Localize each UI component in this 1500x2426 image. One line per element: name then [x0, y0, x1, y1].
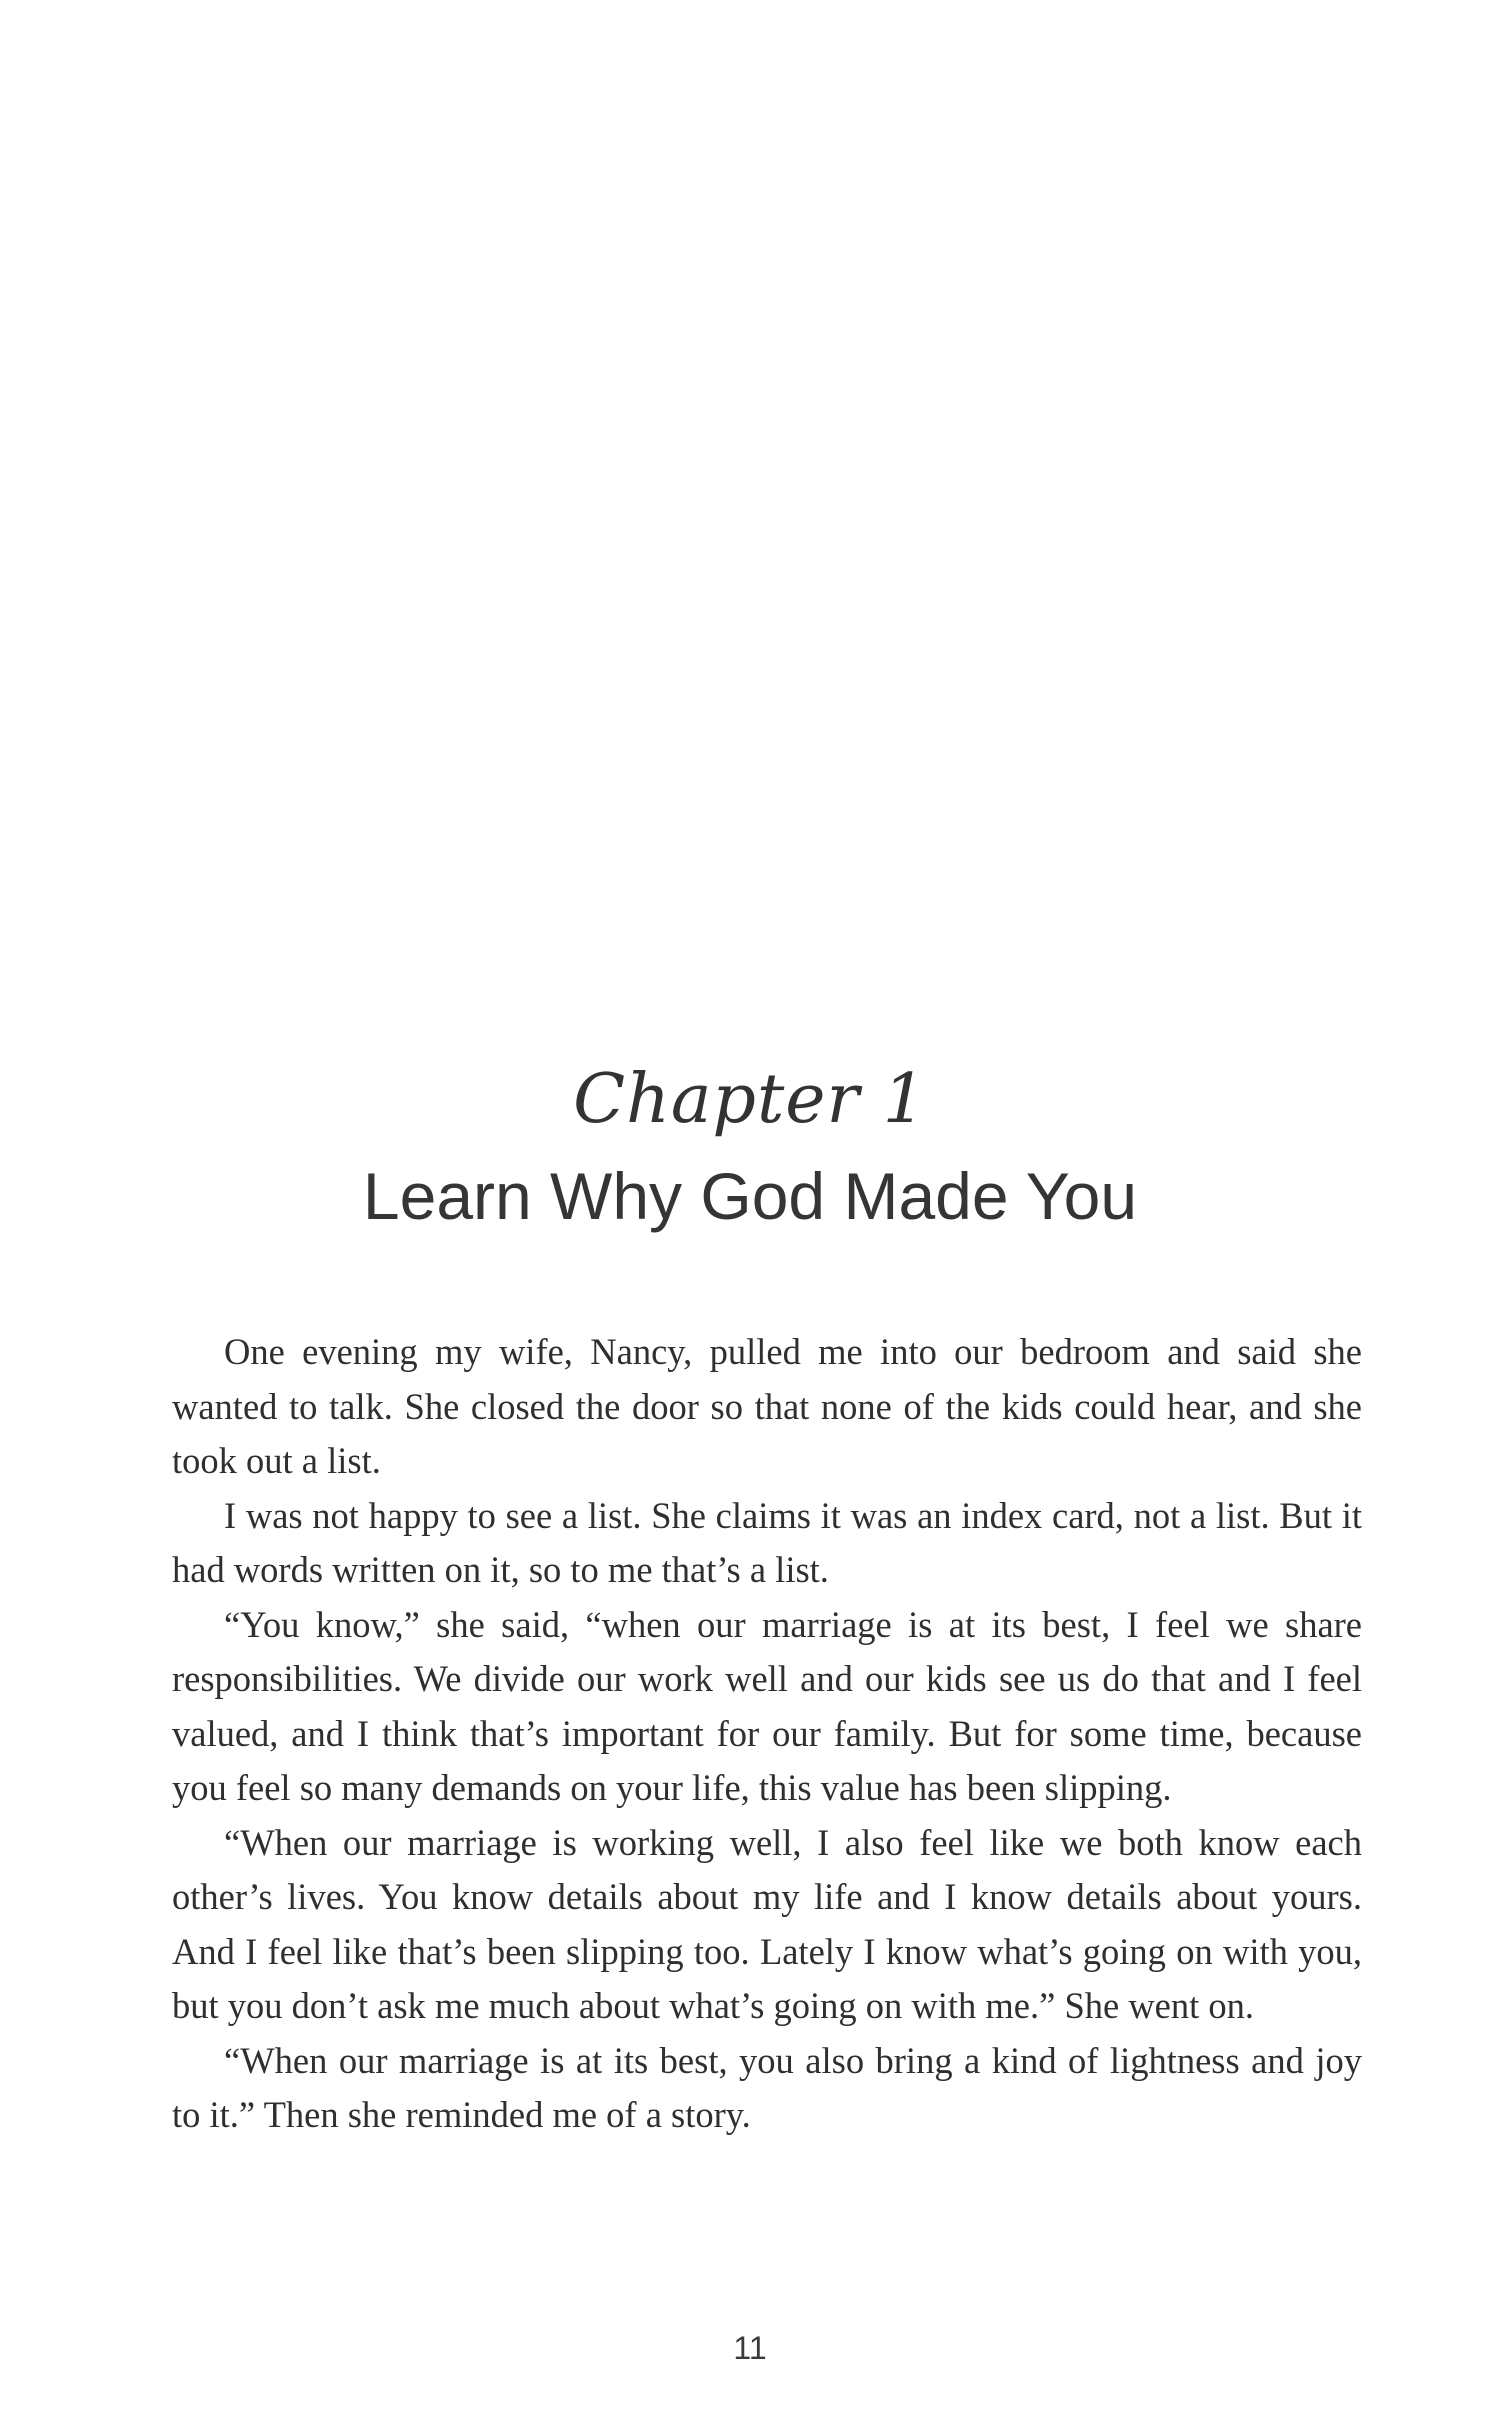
paragraph: One evening my wife, Nancy, pulled me into our bedroom and said she wanted to talk. She closed the door so that none of the kids could hear, and she took out a list.	[172, 1331, 1362, 1481]
paragraph: I was not happy to see a list. She claims it was an index card, not a list. But it had words written on it, so to me that’s a list.	[172, 1494, 1362, 1590]
body-text	[172, 1325, 1362, 2143]
chapter-label: Chapter 1	[573, 1060, 927, 1139]
page-number: 11	[733, 2330, 767, 2366]
paragraph: “When our marriage is at its best, you also bring a kind of lightness and joy to it.” Then she reminded me of a story.	[172, 2039, 1362, 2135]
paragraph: “You know,” she said, “when our marriage is at its best, I feel we share responsibilities. We divide our work well and our kids see us do that and I feel valued, and I think that’s important for our family. But for some time, because you feel so many demands on your life, this value has been slipping.	[172, 1603, 1362, 1808]
paragraph: “When our marriage is working well, I also feel like we both know each other’s lives. You know details about my life and I know details about yours. And I feel like that’s been slipping too. Lately I know what’s going on with you, but you don’t ask me much about what’s going on with me.” She went on.	[172, 1821, 1362, 2026]
chapter-title: Learn Why God Made You	[362, 1159, 1138, 1233]
